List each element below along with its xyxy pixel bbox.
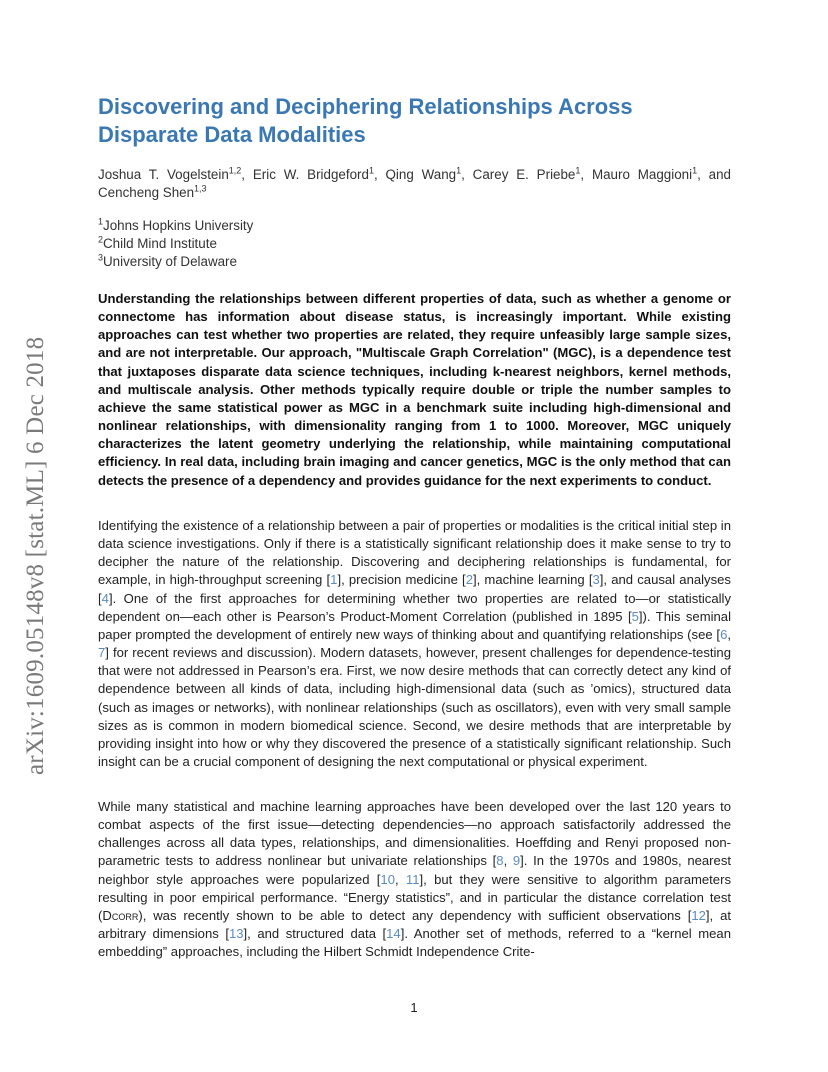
author-list — [98, 166, 731, 202]
body-text: , — [395, 871, 406, 887]
citation-link[interactable]: 1 — [330, 572, 338, 588]
author-separator: , — [461, 167, 473, 182]
affiliation-number: 1 — [98, 216, 104, 227]
citation-link[interactable]: 3 — [592, 572, 600, 588]
author-affiliation: 1 — [456, 165, 462, 176]
body-text: ]. One of the first approaches for determining whether two properties are related to—or statistically dependent on—each other is Pearson’s Product-Moment Correlation (published in 1895 [ — [98, 590, 731, 624]
author-name: Joshua T. Vogelstein — [98, 167, 229, 182]
author-separator: , and — [697, 167, 731, 182]
affiliation-number: 3 — [98, 252, 104, 263]
author-affiliation: 1 — [575, 165, 581, 176]
body-text: Identifying the existence of a relationship between a pair of properties or modalities is the critical initial step in data science investigations. Only if there is a statistically significant relationship does it make sense to try to decipher the nature of the relationship. Discovering and deciphering relationships is fundamental, for example, in high-throughput screening [ — [98, 518, 731, 588]
citation-link[interactable]: 11 — [405, 871, 420, 887]
body-text: , — [503, 853, 513, 869]
author-affiliation: 1 — [692, 165, 698, 176]
citation-link[interactable]: 13 — [228, 926, 244, 942]
affiliation-name: Child Mind Institute — [103, 236, 217, 251]
body-text: ], and structured data [ — [243, 926, 387, 942]
body-text: , — [727, 626, 731, 642]
author-separator: , — [580, 167, 592, 182]
citation-link[interactable]: 5 — [631, 608, 639, 624]
citation-link[interactable]: 8 — [496, 853, 504, 869]
author-separator: , — [373, 167, 386, 182]
citation-link[interactable]: 10 — [380, 871, 395, 887]
author-affiliation: 1,2 — [228, 165, 242, 176]
author-name: Qing Wang — [385, 167, 457, 182]
paper-title — [98, 93, 718, 149]
citation-link[interactable]: 6 — [720, 626, 728, 642]
affiliation — [98, 253, 253, 271]
author-affiliation: 1 — [368, 165, 374, 176]
body-paragraph-2 — [98, 798, 731, 961]
citation-link[interactable]: 2 — [465, 572, 473, 588]
affiliation — [98, 235, 253, 253]
body-text: ]. In the 1970s and 1980s, nearest neighbor style approaches were popularized [ — [98, 853, 732, 887]
affiliation-name: Johns Hopkins University — [103, 218, 254, 233]
body-text: ], machine learning [ — [472, 572, 593, 588]
body-text: While many statistical and machine learning approaches have been developed over the last 120 years to combat aspects of the first issue—detecting dependencies—no approach satisfactorily addressed the challenges across all data types, relationships, and dimensionalities. Hoeffding and Renyi proposed non-parametric tests to address nonlinear but univariate relationships [ — [98, 799, 731, 869]
author-name: Cencheng Shen — [98, 185, 195, 200]
author-name: Carey E. Priebe — [472, 167, 576, 182]
author-name: Mauro Maggioni — [591, 167, 693, 182]
body-text: ], precision medicine [ — [337, 572, 466, 588]
body-text: ], but they were sensitive to algorithm parameters resulting in poor empirical performance. “Energy statistics”, and in particular the distance correlation test ( — [98, 871, 731, 923]
affiliation-number: 2 — [98, 234, 104, 245]
body-text: ], at arbitrary dimensions [ — [98, 907, 731, 942]
title-line-1: Discovering and Deciphering Relationships Across — [98, 94, 633, 119]
affiliation-name: University of Delaware — [103, 254, 237, 269]
body-text: ] for recent reviews and discussion). Modern datasets, however, present challenges for dependence-testing that were not addressed in Pearson’s era. First, we now desire methods that can correctly detect any kind of dependence between all kinds of data, including high-dimensional data (such as ’omics), structured data (such as images or networks), with nonlinear relationships (such as oscillators), even with very small sample sizes as is common in modern biomedical science. Second, we desire methods that are interpretable by providing insight into how or why they discovered the presence of a statistically significant relationship. Such insight can be a crucial component of designing the next computational or physical experiment. — [98, 645, 731, 770]
citation-link[interactable]: 12 — [691, 907, 706, 923]
affiliation — [98, 217, 253, 235]
page-number: 1 — [410, 1000, 418, 1015]
citation-link[interactable]: 9 — [512, 853, 521, 869]
body-text: ]. Another set of methods, referred to a “kernel mean embedding” approaches, including the Hilbert Schmidt Independence Crite- — [98, 926, 731, 960]
method-name: Dcorr — [102, 907, 139, 923]
citation-link[interactable]: 4 — [101, 590, 109, 606]
citation-link[interactable]: 7 — [98, 645, 106, 661]
citation-link[interactable]: 14 — [386, 926, 401, 942]
author-affiliation: 1,3 — [194, 183, 207, 194]
abstract: Understanding the relationships between different properties of data, such as whether a genome or connectome has information about disease status, is increasingly important. While existing approaches can test whether two properties are related, they require unfeasibly large sample sizes, and are not interpretable. Our approach, "Multiscale Graph Correlation" (MGC), is a dependence test that juxtaposes disparate data science techniques, including k-nearest neighbors, kernel methods, and multiscale analysis. Other methods typically require double or triple the number samples to achieve the same statistical power as MGC in a benchmark suite including high-dimensional and nonlinear relationships, with dimensionality ranging from 1 to 1000. Moreover, MGC uniquely characterizes the latent geometry underlying the relationship, while maintaining computational efficiency. In real data, including brain imaging and cancer genetics, MGC is the only method that can detects the presence of a dependency and provides guidance for the next experiments to conduct. — [98, 291, 731, 488]
body-text: ), was recently shown to be able to detect any dependency with sufficient observations [ — [138, 907, 692, 923]
affiliation-list — [98, 217, 253, 271]
arxiv-identifier: arXiv:1609.05148v8 [stat.ML] 6 Dec 2018 — [22, 336, 49, 775]
body-text: ]). This seminal paper prompted the development of entirely new ways of thinking about and quantifying relationships (see [ — [98, 608, 731, 642]
title-line-2: Disparate Data Modalities — [98, 122, 366, 147]
author-name: Eric W. Bridgeford — [252, 167, 369, 182]
body-paragraph-1 — [98, 517, 731, 771]
author-separator: , — [241, 167, 253, 182]
body-text: ], and causal analyses [ — [98, 572, 731, 606]
